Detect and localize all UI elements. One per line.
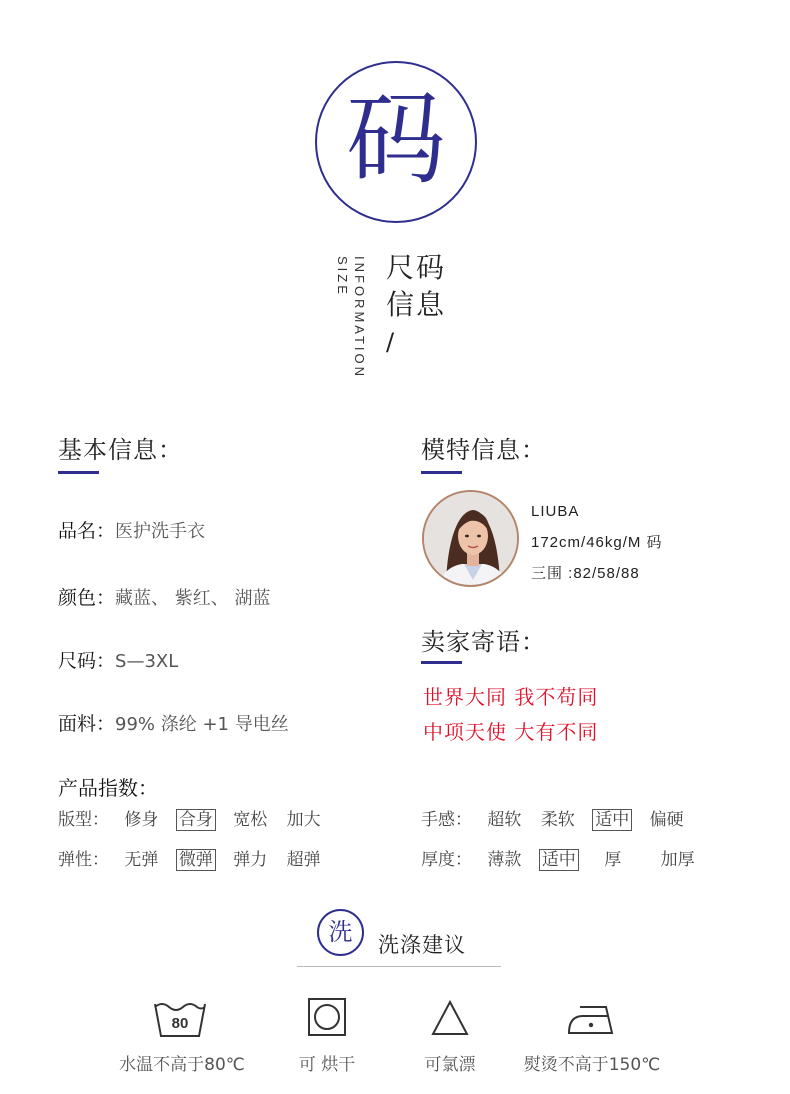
hero-character: 码 (346, 81, 446, 198)
product-name-row (58, 519, 205, 544)
seller-words-title: 卖家寄语： (421, 628, 546, 656)
model-info-underline (421, 471, 462, 474)
thickness-option-extra-thick: 加厚 (660, 850, 695, 870)
fabric-label: 面料： (58, 713, 116, 735)
feel-option-soft: 柔软 (540, 810, 575, 830)
thickness-label: 厚度： (421, 850, 472, 870)
care-label-water-temp: 水温不高于80℃ (119, 1055, 245, 1075)
color-label: 颜色： (58, 587, 116, 609)
care-label-iron: 熨烫不高于150℃ (523, 1055, 661, 1075)
fabric-value: 99% 涤纶 +1 导电丝 (115, 714, 289, 735)
product-name-value: 医护洗手衣 (115, 521, 206, 542)
basic-info-underline (58, 471, 99, 474)
fit-option-loose: 宽松 (233, 810, 268, 830)
fit-label: 版型： (58, 810, 109, 830)
size-title-line2: 信息 (386, 288, 447, 321)
size-row (58, 649, 178, 674)
feel-option-supersoft: 超软 (487, 810, 522, 830)
fit-option-regular-selected: 合身 (176, 809, 216, 831)
model-name: LIUBA (531, 503, 580, 520)
care-label-bleach: 可氯漂 (424, 1055, 476, 1075)
tumble-dry-icon (308, 998, 346, 1036)
elasticity-label: 弹性： (58, 850, 109, 870)
thickness-option-thin: 薄款 (487, 850, 522, 870)
product-name-label: 品名： (58, 520, 116, 542)
bleach-triangle-icon (431, 1000, 469, 1036)
seller-slogan-line2: 中项天使 大有不同 (423, 720, 599, 744)
iron-icon (566, 1002, 616, 1036)
size-en-label: SIZE (335, 256, 350, 297)
fit-option-plus: 加大 (286, 810, 321, 830)
model-info-title: 模特信息： (421, 436, 546, 464)
seller-slogan-line1: 世界大同 我不苟同 (423, 685, 599, 709)
elasticity-option-stretch: 弹力 (233, 850, 268, 870)
thickness-index-row (421, 848, 695, 872)
fabric-row (58, 712, 289, 737)
size-title-line1: 尺码 (386, 251, 447, 284)
feel-option-stiff: 偏硬 (649, 810, 684, 830)
information-en-label: INFORMATION (352, 256, 367, 380)
size-label: 尺码： (58, 650, 116, 672)
elasticity-option-none: 无弹 (124, 850, 159, 870)
model-avatar (422, 490, 519, 587)
thickness-option-medium-selected: 适中 (539, 849, 579, 871)
product-index-title: 产品指数： (58, 776, 158, 800)
feel-label: 手感： (421, 810, 472, 830)
wash-temperature-text: 80 (171, 1015, 189, 1032)
elasticity-index-row (58, 848, 321, 872)
size-value: S—3XL (115, 651, 179, 672)
feel-index-row (421, 808, 684, 832)
washing-divider (297, 966, 501, 967)
model-measurements: 三围 :82/58/88 (531, 565, 640, 582)
washing-title: 洗涤建议 (378, 933, 466, 957)
basic-info-title: 基本信息： (58, 436, 183, 464)
color-row (58, 586, 270, 611)
model-stats: 172cm/46kg/M 码 (531, 534, 663, 551)
elasticity-option-slight-selected: 微弹 (176, 849, 216, 871)
wash-tub-icon (152, 996, 208, 1040)
fit-index-row (58, 808, 321, 832)
elasticity-option-super: 超弹 (286, 850, 321, 870)
color-value: 藏蓝、 紫红、 湖蓝 (115, 588, 271, 609)
size-title-slash: / (386, 328, 395, 356)
fit-option-slim: 修身 (124, 810, 159, 830)
wash-badge: 洗 (317, 909, 364, 956)
feel-option-medium-selected: 适中 (592, 809, 632, 831)
seller-words-underline (421, 661, 462, 664)
thickness-option-thick: 厚 (604, 850, 622, 870)
care-label-tumble-dry: 可 烘干 (298, 1055, 356, 1075)
